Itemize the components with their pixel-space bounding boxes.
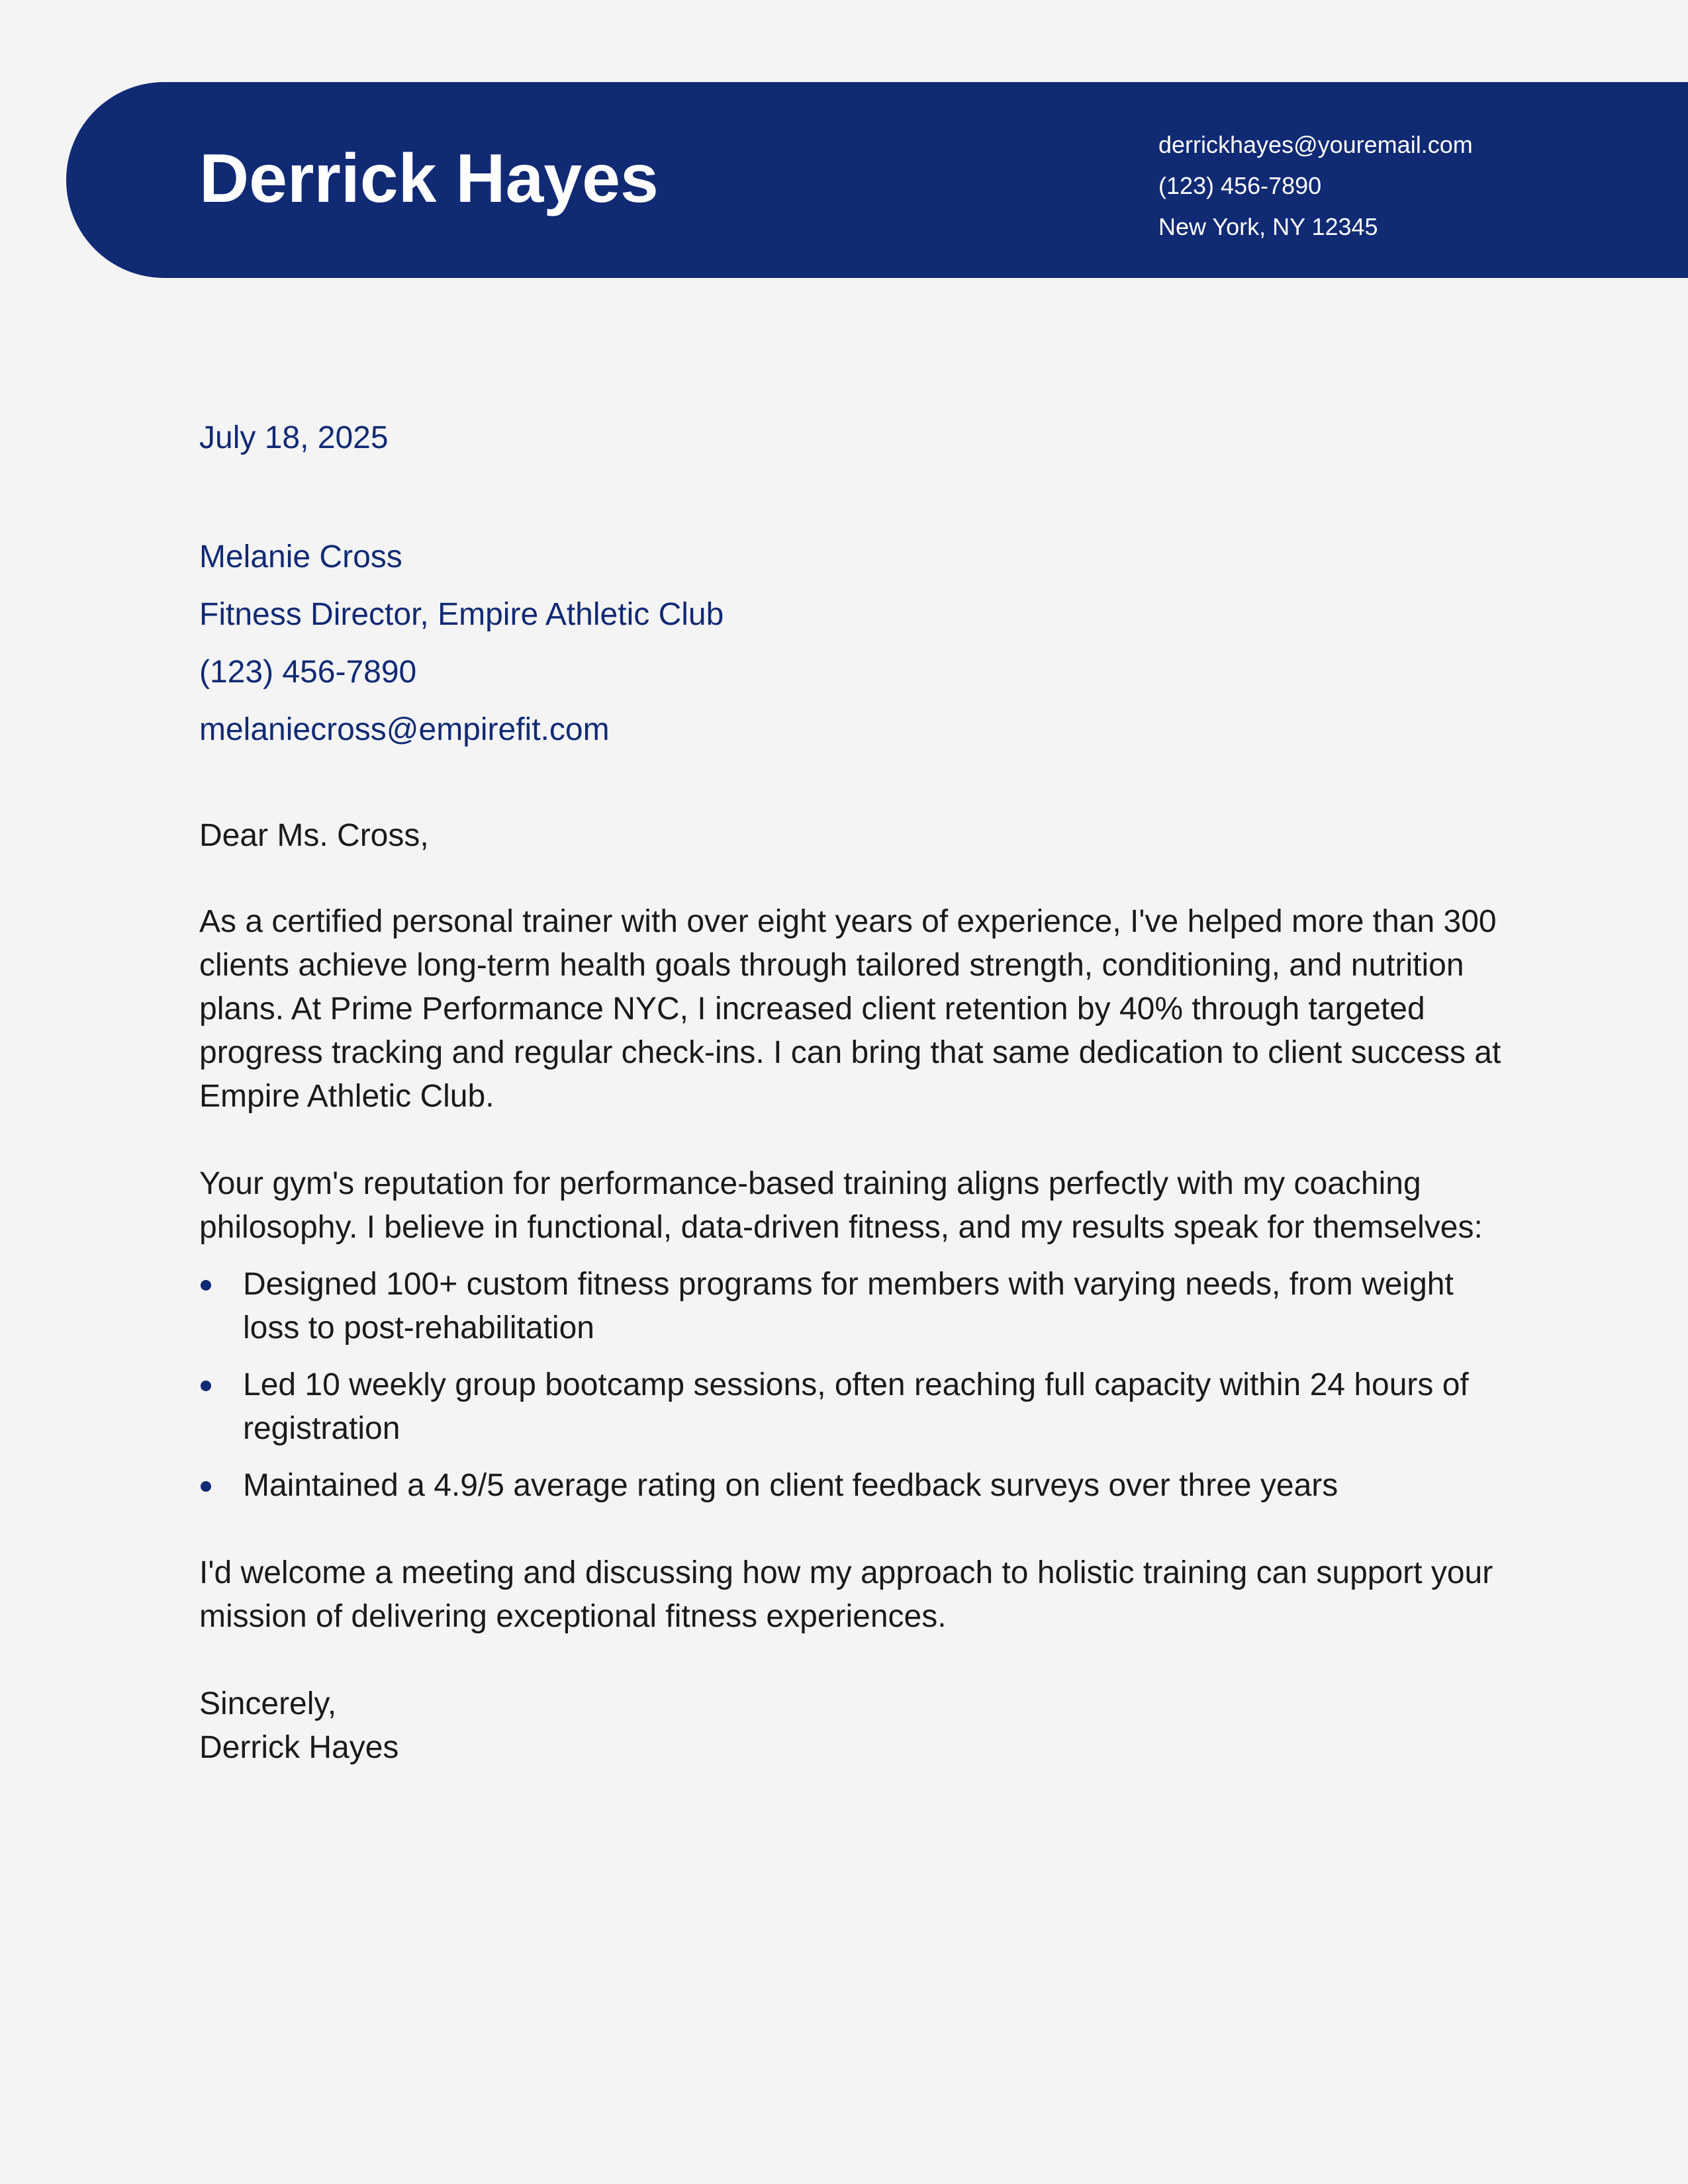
list-item [199, 1263, 1510, 1350]
bullet-dot-icon [201, 1381, 211, 1391]
signoff: Sincerely, [199, 1686, 337, 1721]
list-item [199, 1464, 1510, 1508]
list-item-text: Designed 100+ custom fitness programs for members with varying needs, from weight loss to post-rehabilitation [243, 1267, 1454, 1345]
body-paragraph-philosophy: Your gym's reputation for performance-based training aligns perfectly with my coaching philosophy. I believe in functional, data-driven fitness, and my results speak for themselves: [199, 1166, 1483, 1245]
achievements-list [199, 1263, 1510, 1508]
bullet-dot-icon [201, 1481, 211, 1492]
sender-email: derrickhayes@youremail.com [1158, 131, 1473, 158]
recipient-block [199, 528, 724, 758]
list-item-text: Led 10 weekly group bootcamp sessions, often reaching full capacity within 24 hours of registration [243, 1367, 1469, 1446]
sender-contact-block [1158, 124, 1662, 248]
body-paragraph-intro: As a certified personal trainer with over eight years of experience, I've helped more than 300 clients achieve long-term health goals through tailored strength, conditioning, and nutrition plans. At Prime Performance NYC, I increased client retention by 40% through targeted progress tracking and regular check-ins. I can bring that same dedication to client success at Empire Athletic Club. [199, 904, 1501, 1114]
list-item [199, 1363, 1510, 1451]
salutation: Dear Ms. Cross, [199, 818, 429, 853]
sender-phone: (123) 456-7890 [1158, 172, 1322, 199]
letter-date: July 18, 2025 [199, 420, 389, 455]
list-item-text: Maintained a 4.9/5 average rating on client feedback surveys over three years [243, 1468, 1338, 1503]
recipient-phone: (123) 456-7890 [199, 655, 417, 690]
sender-location: New York, NY 12345 [1158, 213, 1378, 240]
sender-name: Derrick Hayes [199, 140, 659, 217]
body-paragraph-closing: I'd welcome a meeting and discussing how my approach to holistic training can support your mission of delivering exceptional fitness experiences. [199, 1555, 1493, 1634]
recipient-email: melaniecross@empirefit.com [199, 712, 610, 747]
signature-name: Derrick Hayes [199, 1730, 399, 1765]
recipient-title: Fitness Director, Empire Athletic Club [199, 597, 724, 632]
bullet-dot-icon [201, 1280, 211, 1291]
recipient-name: Melanie Cross [199, 539, 402, 574]
letter-body [199, 814, 1510, 1770]
